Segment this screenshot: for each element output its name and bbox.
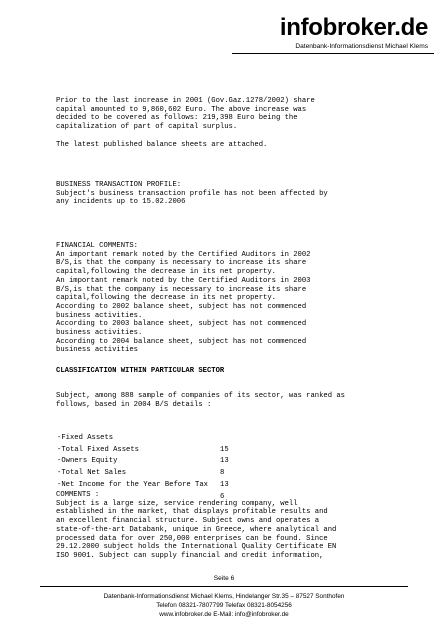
footer [0,592,448,619]
ranking-value: 13 [220,457,229,466]
comments-paragraph: COMMENTS : Subject is a large size, service rendering company, well established in the market, that displays profitable results and an excellent financial structure. Subject owns and operates a state-of-the-art Databank, unique in Greece, where analytical and processed data for over 250,000 enterprises can be found. Since 29.12.2000 subject holds the International Quality Certificate EN ISO 9001. Subject can supply financial and credit information, [56,491,337,560]
logo-subtitle: Datenbank-Informationsdienst Michael Klems [295,43,428,50]
ranking-value: 15 [220,445,229,454]
page-number: Seite 6 [213,575,235,582]
balance-sheets-note: The latest published balance sheets are attached. [56,141,268,149]
ranking-label: -Total Net Sales [57,469,127,478]
header-rule [232,53,434,54]
footer-web: www.infobroker.de E-Mail: info@infobroker.de [159,611,289,618]
ranking-value: 8 [220,469,225,478]
ranking-value: 13 [220,480,229,489]
footer-address: Datenbank-Informationsdienst Michael Klems, Hindelanger Str.35 – 87527 Sonthofen [103,593,345,600]
financial-comments: FINANCIAL COMMENTS: An important remark noted by the Certified Auditors in 2002 B/S,is that the company is necessary to increase its share capital,following the decrease in its net property. An important remark noted by the Certified Auditors in 2003 B/S,is that the company is necessary to increase its share capital,following the decrease in its net property. According to 2002 balance sheet, subject has not commenced business activities. According to 2003 balance sheet, subject has not commenced business activities. According to 2004 balance sheet, subject has not commenced business activities [56,242,311,355]
ranking-value: 6 [220,492,225,501]
ranking-label: -Fixed Assets [57,433,114,442]
logo [280,16,428,50]
classification-heading: CLASSIFICATION WITHIN PARTICULAR SECTOR [56,367,225,375]
ranking-label: -Net Income for the Year Before Tax [57,480,208,489]
rankings-table [57,421,229,501]
classification-intro: Subject, among 888 sample of companies of its sector, was ranked as follows, based in 2004 B/S details : [56,392,345,409]
business-profile: BUSINESS TRANSACTION PROFILE: Subject's business transaction profile has not been affected by any incidents up to 15.02.2006 [56,181,328,207]
footer-rule [40,586,408,587]
ranking-label: -Total Fixed Assets [57,445,139,454]
ranking-label: -Owners Equity [57,457,118,466]
capital-paragraph: Prior to the last increase in 2001 (Gov.Gaz.1278/2002) share capital amounted to 9,860,602 Euro. The above increase was decided to be covered as follows: 219,398 Euro being the capitalization of part of capital surplus. [56,97,315,132]
logo-text: infobroker.de [279,14,428,41]
footer-phone: Telefon 08321-7807799 Telefax 08321-8054256 [156,602,292,609]
